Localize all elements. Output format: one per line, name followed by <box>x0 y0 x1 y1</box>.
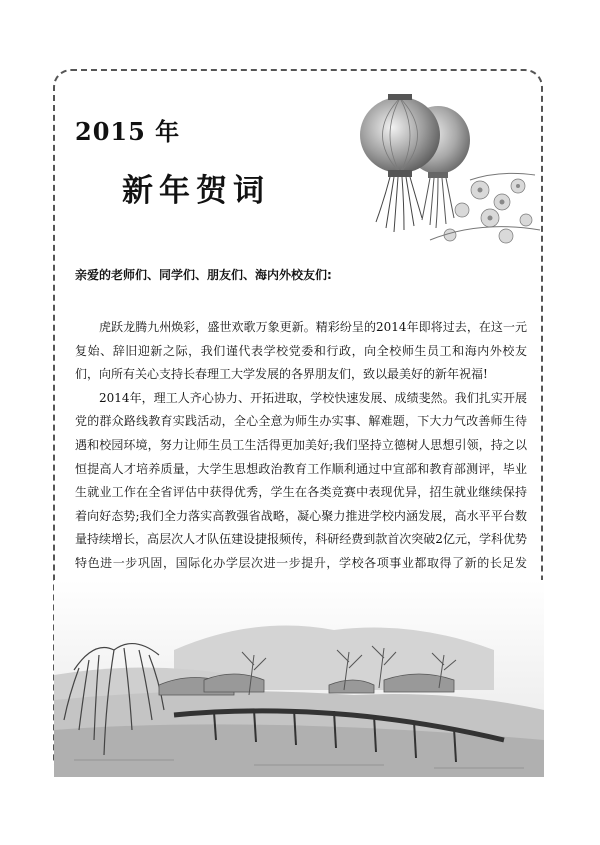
letter-salutation: 亲爱的老师们、同学们、朋友们、海内外校友们: <box>75 268 332 282</box>
landscape-ink-illustration <box>54 580 544 777</box>
lantern-flower-illustration <box>330 90 545 255</box>
letter-body <box>75 316 527 599</box>
letter-paragraph: 2014年，理工人齐心协力、开拓进取，学校快速发展、成绩斐然。我们扎实开展党的群众路线教育实践活动，全心全意为师生办实事、解难题，下大力气改善师生待遇和校园环境，努力让师生员工生活得更加美好;我们坚持立德树人思想引领，持之以恒提高人才培养质量，大学生思想政治教育工作顺利通过中宣部和教育部测评，毕业生就业工作在全省评估中获得优秀，学生在各类竞赛中表现优异，招生就业继续保持着向好态势;我们全力落实高教强省战略，凝心聚力推进学校内涵发展，高水平平台数量持续增长，高层次人才队伍建设捷报频传，科研经费到款首次突破2亿元，学科优势特色进一步巩固，国际化办学层次进一步提升，学校各项事业都取得了新的长足发 <box>75 390 527 570</box>
page-title: 新年贺词 <box>122 173 270 209</box>
letter-paragraph: 虎跃龙腾九州焕彩，盛世欢歌万象更新。精彩纷呈的2014年即将过去，在这一元复始、辞旧迎新之际，我们谨代表学校党委和行政，向全校师生员工和海内外校友们，向所有关心支持长春理工大学发展的各界朋友们，致以最美好的新年祝福! <box>75 320 527 382</box>
year-heading: 2015 年 <box>75 117 181 146</box>
